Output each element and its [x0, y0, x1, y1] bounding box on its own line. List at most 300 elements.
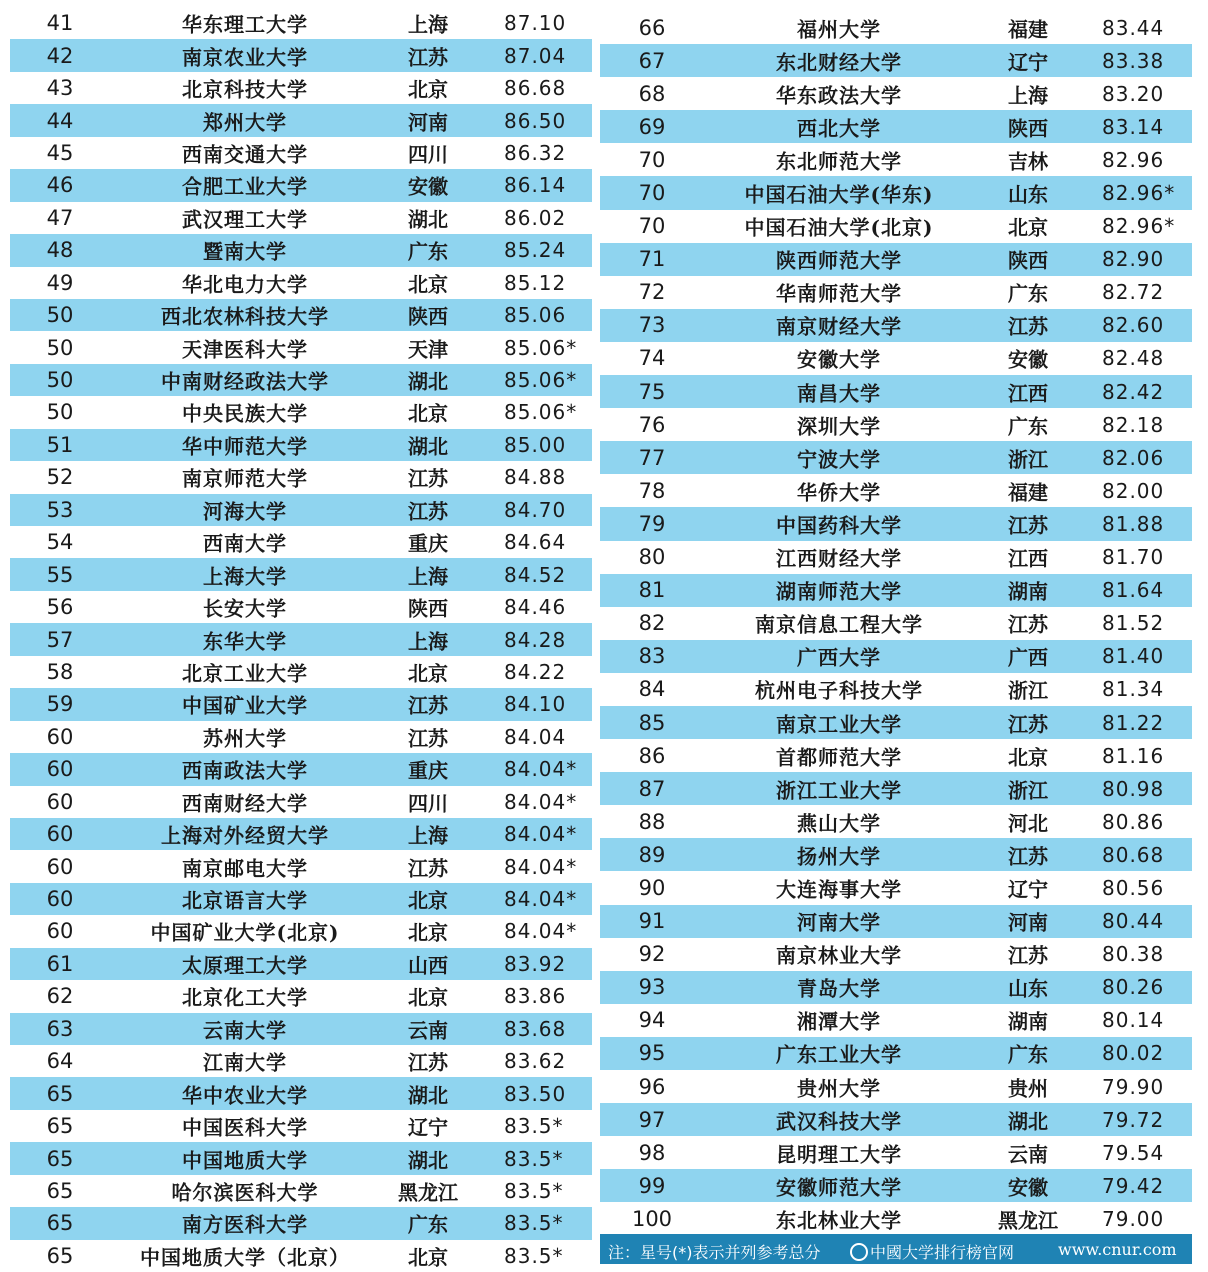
university-name-cell: 西南政法大学: [182, 758, 308, 783]
rank-cell: 56: [46, 595, 74, 620]
university-name-cell: 暨南大学: [203, 239, 287, 264]
table-row: [600, 1202, 1192, 1235]
rank-cell: 78: [638, 478, 666, 503]
table-row: [600, 1004, 1192, 1037]
table-row: [600, 607, 1192, 640]
score-cell: 81.40: [1102, 644, 1165, 669]
university-name-cell: 西北大学: [797, 116, 881, 141]
university-name-cell: 中国石油大学(华东): [744, 182, 934, 207]
rank-cell: 80: [638, 545, 666, 570]
province-cell: 广东: [1008, 281, 1048, 306]
score-cell: 85.12: [504, 270, 567, 295]
university-name-cell: 湘潭大学: [797, 1009, 881, 1034]
university-name-cell: 华侨大学: [797, 480, 881, 505]
university-name-cell: 贵州大学: [797, 1076, 881, 1101]
rank-cell: 64: [46, 1049, 74, 1074]
university-name-cell: 中国地质大学（北京）: [140, 1245, 350, 1270]
province-cell: 辽宁: [408, 1115, 448, 1140]
score-cell: 87.10: [504, 11, 567, 36]
rank-cell: 86: [638, 743, 666, 768]
table-row: [10, 1175, 592, 1207]
score-cell: 84.28: [504, 627, 567, 652]
university-name-cell: 上海大学: [203, 564, 287, 589]
table-row: [10, 1045, 592, 1077]
score-cell: 81.52: [1102, 611, 1165, 636]
score-cell: 81.88: [1102, 511, 1165, 536]
university-name-cell: 云南大学: [203, 1018, 287, 1043]
university-name-cell: 河海大学: [203, 499, 287, 524]
table-row: [10, 7, 592, 39]
province-cell: 山东: [1008, 182, 1048, 207]
table-row: [10, 104, 592, 136]
rank-cell: 44: [46, 108, 74, 133]
table-row: [10, 558, 592, 590]
university-name-cell: 中国石油大学(北京): [744, 215, 934, 240]
province-cell: 上海: [408, 823, 448, 848]
score-cell: 81.70: [1102, 545, 1165, 570]
university-name-cell: 东北财经大学: [776, 50, 902, 75]
score-cell: 83.44: [1102, 15, 1165, 40]
table-row: [10, 526, 592, 558]
score-cell: 84.04*: [504, 887, 578, 912]
province-cell: 湖南: [1008, 579, 1048, 604]
table-row: [10, 331, 592, 363]
table-row: [600, 77, 1192, 110]
table-row: [600, 1136, 1192, 1169]
university-name-cell: 华东理工大学: [182, 12, 308, 37]
university-name-cell: 中国药科大学: [776, 513, 902, 538]
table-row: [10, 494, 592, 526]
university-name-cell: 宁波大学: [797, 447, 881, 472]
rank-cell: 57: [46, 627, 74, 652]
rank-cell: 91: [638, 909, 666, 934]
score-cell: 82.72: [1102, 280, 1165, 305]
rank-cell: 65: [46, 1243, 74, 1268]
rank-cell: 49: [46, 270, 74, 295]
table-row: [10, 39, 592, 71]
table-row: [600, 739, 1192, 772]
province-cell: 湖北: [408, 1148, 448, 1173]
score-cell: 83.5*: [504, 1211, 564, 1236]
province-cell: 福建: [1008, 17, 1048, 42]
province-cell: 吉林: [1008, 149, 1048, 174]
score-cell: 84.64: [504, 530, 567, 555]
province-cell: 陕西: [1008, 116, 1048, 141]
score-cell: 86.32: [504, 140, 567, 165]
score-cell: 83.14: [1102, 114, 1165, 139]
score-cell: 81.34: [1102, 677, 1165, 702]
province-cell: 河南: [1008, 910, 1048, 935]
university-name-cell: 首都师范大学: [776, 745, 902, 770]
university-name-cell: 安徽师范大学: [776, 1175, 902, 1200]
score-cell: 83.50: [504, 1081, 567, 1106]
province-cell: 四川: [408, 791, 448, 816]
province-cell: 北京: [408, 985, 448, 1010]
rank-cell: 65: [46, 1081, 74, 1106]
table-row: [600, 541, 1192, 574]
rank-cell: 48: [46, 238, 74, 263]
score-cell: 87.04: [504, 43, 567, 68]
table-row: [10, 721, 592, 753]
university-name-cell: 西南财经大学: [182, 791, 308, 816]
footer-brand-label: 中國大学排行榜官网: [870, 1243, 1015, 1262]
university-name-cell: 南京信息工程大学: [755, 612, 923, 637]
footer-note: 注：星号(*)表示并列参考总分: [608, 1243, 821, 1262]
province-cell: 江苏: [408, 466, 448, 491]
table-row: [600, 805, 1192, 838]
university-name-cell: 南昌大学: [797, 381, 881, 406]
rank-cell: 79: [638, 511, 666, 536]
score-cell: 84.22: [504, 659, 567, 684]
table-row: [600, 1103, 1192, 1136]
university-name-cell: 杭州电子科技大学: [755, 678, 923, 703]
score-cell: 83.5*: [504, 1114, 564, 1139]
province-cell: 江苏: [1008, 314, 1048, 339]
province-cell: 山东: [1008, 976, 1048, 1001]
province-cell: 陕西: [408, 596, 448, 621]
table-row: [10, 1077, 592, 1109]
province-cell: 重庆: [408, 531, 448, 556]
province-cell: 江苏: [408, 45, 448, 70]
university-name-cell: 北京化工大学: [182, 985, 308, 1010]
rank-cell: 85: [638, 710, 666, 735]
table-row: [10, 1240, 592, 1272]
university-name-cell: 昆明理工大学: [776, 1142, 902, 1167]
province-cell: 江苏: [1008, 513, 1048, 538]
rank-cell: 73: [638, 313, 666, 338]
table-row: [10, 234, 592, 266]
table-row: [600, 673, 1192, 706]
table-row: [600, 375, 1192, 408]
province-cell: 上海: [408, 629, 448, 654]
province-cell: 云南: [1008, 1142, 1048, 1167]
rank-cell: 55: [46, 562, 74, 587]
rank-cell: 63: [46, 1016, 74, 1041]
rank-cell: 70: [638, 147, 666, 172]
province-cell: 安徽: [1008, 1175, 1048, 1200]
province-cell: 北京: [408, 77, 448, 102]
table-row: [10, 202, 592, 234]
rank-cell: 74: [638, 346, 666, 371]
rank-cell: 71: [638, 247, 666, 272]
university-name-cell: 福州大学: [797, 17, 881, 42]
rank-cell: 50: [46, 400, 74, 425]
score-cell: 79.54: [1102, 1140, 1165, 1165]
rank-cell: 65: [46, 1114, 74, 1139]
score-cell: 80.86: [1102, 809, 1165, 834]
rank-cell: 70: [638, 214, 666, 239]
rank-cell: 72: [638, 280, 666, 305]
score-cell: 79.72: [1102, 1107, 1165, 1132]
table-row: [600, 507, 1192, 540]
university-name-cell: 天津医科大学: [182, 337, 308, 362]
score-cell: 82.48: [1102, 346, 1165, 371]
province-cell: 广东: [408, 1212, 448, 1237]
table-row: [600, 44, 1192, 77]
score-cell: 85.06*: [504, 335, 578, 360]
table-row: [10, 396, 592, 428]
weibo-icon: [850, 1243, 868, 1261]
score-cell: 84.04*: [504, 789, 578, 814]
score-cell: 86.50: [504, 108, 567, 133]
rank-cell: 92: [638, 942, 666, 967]
table-row: [10, 656, 592, 688]
rank-cell: 45: [46, 140, 74, 165]
table-row: [600, 441, 1192, 474]
province-cell: 浙江: [1008, 447, 1048, 472]
table-row: [600, 176, 1192, 209]
table-row: [10, 1142, 592, 1174]
rank-cell: 69: [638, 114, 666, 139]
rank-cell: 94: [638, 1008, 666, 1033]
province-cell: 广东: [408, 239, 448, 264]
score-cell: 82.96*: [1102, 214, 1176, 239]
table-row: [600, 408, 1192, 441]
table-row: [600, 143, 1192, 176]
province-cell: 上海: [408, 564, 448, 589]
table-row: [600, 1037, 1192, 1070]
university-name-cell: 南京师范大学: [182, 466, 308, 491]
province-cell: 江苏: [1008, 844, 1048, 869]
score-cell: 84.46: [504, 595, 567, 620]
score-cell: 80.14: [1102, 1008, 1165, 1033]
table-row: [10, 169, 592, 201]
rank-cell: 82: [638, 611, 666, 636]
rank-cell: 76: [638, 412, 666, 437]
score-cell: 80.68: [1102, 842, 1165, 867]
province-cell: 湖北: [1008, 1109, 1048, 1134]
rank-cell: 83: [638, 644, 666, 669]
province-cell: 北京: [408, 272, 448, 297]
score-cell: 80.98: [1102, 776, 1165, 801]
rank-cell: 61: [46, 951, 74, 976]
university-name-cell: 中国地质大学: [182, 1148, 308, 1173]
score-cell: 83.86: [504, 984, 567, 1009]
table-row: [10, 980, 592, 1012]
table-row: [600, 309, 1192, 342]
table-row: [10, 364, 592, 396]
score-cell: 86.68: [504, 76, 567, 101]
province-cell: 江西: [1008, 546, 1048, 571]
table-row: [10, 1110, 592, 1142]
university-name-cell: 安徽大学: [797, 347, 881, 372]
score-cell: 84.10: [504, 692, 567, 717]
score-cell: 80.44: [1102, 909, 1165, 934]
province-cell: 安徽: [408, 174, 448, 199]
score-cell: 83.5*: [504, 1243, 564, 1268]
university-name-cell: 青岛大学: [797, 976, 881, 1001]
rank-cell: 75: [638, 379, 666, 404]
rank-cell: 89: [638, 842, 666, 867]
province-cell: 黑龙江: [398, 1180, 458, 1205]
rank-cell: 95: [638, 1041, 666, 1066]
table-row: [10, 850, 592, 882]
province-cell: 北京: [408, 1245, 448, 1270]
university-name-cell: 河南大学: [797, 910, 881, 935]
province-cell: 辽宁: [1008, 50, 1048, 75]
province-cell: 广东: [1008, 1042, 1048, 1067]
province-cell: 江苏: [1008, 712, 1048, 737]
university-name-cell: 陕西师范大学: [776, 248, 902, 273]
province-cell: 江苏: [408, 1050, 448, 1075]
score-cell: 82.90: [1102, 247, 1165, 272]
score-cell: 80.02: [1102, 1041, 1165, 1066]
province-cell: 江苏: [408, 726, 448, 751]
province-cell: 黑龙江: [998, 1208, 1058, 1233]
rank-cell: 88: [638, 809, 666, 834]
score-cell: 81.64: [1102, 578, 1165, 603]
university-name-cell: 东华大学: [203, 629, 287, 654]
rank-cell: 81: [638, 578, 666, 603]
table-row: [600, 110, 1192, 143]
score-cell: 82.18: [1102, 412, 1165, 437]
score-cell: 82.96: [1102, 147, 1165, 172]
rank-cell: 65: [46, 1211, 74, 1236]
province-cell: 湖北: [408, 207, 448, 232]
province-cell: 广东: [1008, 414, 1048, 439]
university-name-cell: 江南大学: [203, 1050, 287, 1075]
table-row: [10, 818, 592, 850]
table-row: [10, 883, 592, 915]
university-name-cell: 华中师范大学: [182, 434, 308, 459]
province-cell: 福建: [1008, 480, 1048, 505]
university-name-cell: 浙江工业大学: [776, 778, 902, 803]
university-name-cell: 华东政法大学: [776, 83, 902, 108]
table-row: [600, 640, 1192, 673]
table-row: [10, 915, 592, 947]
table-row: [10, 786, 592, 818]
rank-cell: 65: [46, 1146, 74, 1171]
province-cell: 陕西: [408, 304, 448, 329]
university-name-cell: 南京农业大学: [182, 45, 308, 70]
table-row: [10, 623, 592, 655]
table-row: [600, 772, 1192, 805]
university-name-cell: 哈尔滨医科大学: [171, 1180, 319, 1205]
university-name-cell: 北京语言大学: [182, 888, 308, 913]
rank-cell: 87: [638, 776, 666, 801]
score-cell: 84.88: [504, 465, 567, 490]
score-cell: 84.04*: [504, 757, 578, 782]
rank-cell: 65: [46, 1178, 74, 1203]
score-cell: 80.56: [1102, 875, 1165, 900]
ranking-table-right: [600, 11, 1192, 1235]
university-name-cell: 太原理工大学: [182, 953, 308, 978]
rank-cell: 60: [46, 757, 74, 782]
province-cell: 云南: [408, 1018, 448, 1043]
score-cell: 84.04: [504, 724, 567, 749]
rank-cell: 62: [46, 984, 74, 1009]
rank-cell: 67: [638, 48, 666, 73]
university-name-cell: 北京工业大学: [182, 661, 308, 686]
university-name-cell: 燕山大学: [797, 811, 881, 836]
table-footer: [600, 1234, 1192, 1264]
score-cell: 83.68: [504, 1016, 567, 1041]
university-name-cell: 广东工业大学: [776, 1042, 902, 1067]
table-row: [10, 461, 592, 493]
table-row: [600, 938, 1192, 971]
province-cell: 重庆: [408, 758, 448, 783]
university-name-cell: 南京邮电大学: [182, 856, 308, 881]
province-cell: 湖北: [408, 369, 448, 394]
rank-cell: 41: [46, 11, 74, 36]
score-cell: 79.00: [1102, 1206, 1165, 1231]
table-row: [600, 243, 1192, 276]
rank-cell: 100: [631, 1206, 673, 1231]
province-cell: 贵州: [1008, 1076, 1048, 1101]
province-cell: 江苏: [408, 856, 448, 881]
table-row: [10, 688, 592, 720]
rank-cell: 68: [638, 81, 666, 106]
table-row: [600, 706, 1192, 739]
rank-cell: 93: [638, 975, 666, 1000]
rank-cell: 99: [638, 1173, 666, 1198]
score-cell: 82.96*: [1102, 181, 1176, 206]
university-name-cell: 南京林业大学: [776, 943, 902, 968]
university-name-cell: 南京工业大学: [776, 712, 902, 737]
province-cell: 江苏: [408, 693, 448, 718]
score-cell: 83.5*: [504, 1146, 564, 1171]
province-cell: 山西: [408, 953, 448, 978]
university-name-cell: 北京科技大学: [182, 77, 308, 102]
score-cell: 83.92: [504, 951, 567, 976]
university-name-cell: 上海对外经贸大学: [161, 823, 329, 848]
province-cell: 北京: [408, 401, 448, 426]
footer-url: www.cnur.com: [1058, 1240, 1177, 1259]
rank-cell: 43: [46, 76, 74, 101]
score-cell: 82.60: [1102, 313, 1165, 338]
province-cell: 河北: [1008, 811, 1048, 836]
table-row: [10, 1207, 592, 1239]
score-cell: 79.90: [1102, 1074, 1165, 1099]
university-name-cell: 中国矿业大学(北京): [150, 920, 340, 945]
province-cell: 江苏: [408, 499, 448, 524]
rank-cell: 53: [46, 497, 74, 522]
rank-cell: 52: [46, 465, 74, 490]
province-cell: 北京: [408, 661, 448, 686]
score-cell: 84.70: [504, 497, 567, 522]
university-name-cell: 华中农业大学: [182, 1083, 308, 1108]
table-row: [600, 1070, 1192, 1103]
score-cell: 86.14: [504, 173, 567, 198]
table-row: [600, 871, 1192, 904]
province-cell: 北京: [1008, 745, 1048, 770]
ranking-table-left: [10, 7, 592, 1272]
score-cell: 84.52: [504, 562, 567, 587]
rank-cell: 42: [46, 43, 74, 68]
rank-cell: 77: [638, 445, 666, 470]
province-cell: 江苏: [1008, 943, 1048, 968]
rank-cell: 90: [638, 875, 666, 900]
province-cell: 上海: [1008, 83, 1048, 108]
rank-cell: 58: [46, 659, 74, 684]
rank-cell: 97: [638, 1107, 666, 1132]
rank-cell: 60: [46, 724, 74, 749]
province-cell: 北京: [408, 920, 448, 945]
table-row: [10, 72, 592, 104]
province-cell: 北京: [408, 888, 448, 913]
table-row: [600, 574, 1192, 607]
score-cell: 85.06*: [504, 400, 578, 425]
university-name-cell: 中央民族大学: [182, 401, 308, 426]
table-row: [10, 591, 592, 623]
province-cell: 天津: [408, 337, 448, 362]
province-cell: 湖北: [408, 434, 448, 459]
province-cell: 四川: [408, 142, 448, 167]
table-row: [600, 905, 1192, 938]
province-cell: 湖南: [1008, 1009, 1048, 1034]
rank-cell: 50: [46, 303, 74, 328]
province-cell: 广西: [1008, 645, 1048, 670]
